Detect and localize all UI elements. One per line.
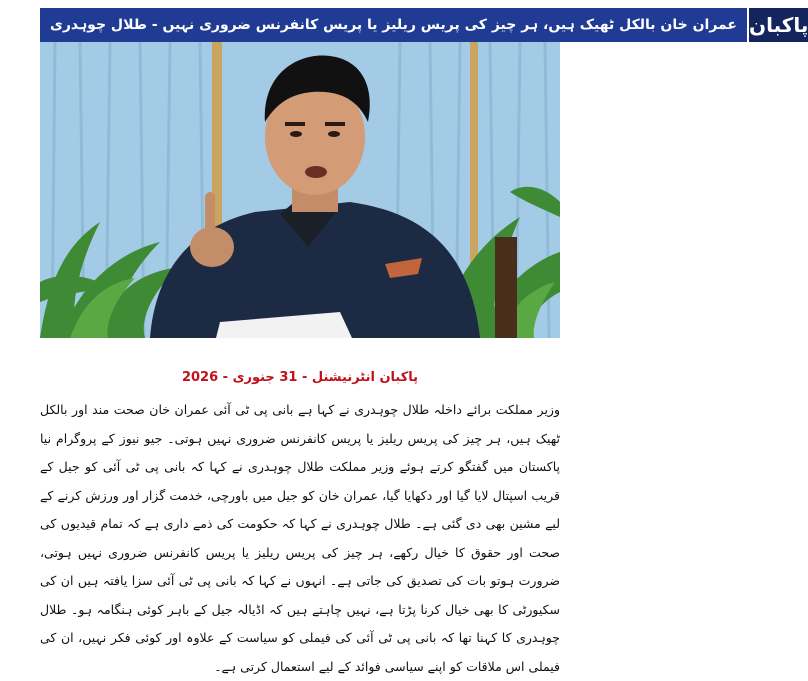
article-photo (40, 42, 560, 338)
article-dateline: پاکبان انٹرنیشنل - 31 جنوری - 2026 (181, 370, 419, 385)
press-conference-photo (40, 42, 560, 338)
brand-logo: پاکبان (747, 8, 808, 42)
article-header (40, 8, 808, 42)
article-body: وزیر مملکت برائے داخلہ طلال چوہدری نے کہا ہے بانی پی ٹی آئی عمران خان صحت مند اور بالکل ٹھیک ہیں، ہر چیز کی پریس ریلیز یا پریس کانفرنس ضروری نہیں ہوتی۔ جیو نیوز کے پروگرام نیا پاکستان میں گفتگو کرتے ہوئے وزیر مملکت طلال چوہدری نے کہا کہ بانی پی ٹی آئی کو جیل کے قریب اسپتال لایا گیا اور دکھایا گیا، عمران خان کو جیل میں باورچی، خدمت گزار اور ورزش کرنے کے لیے مشین بھی دی گئی ہے۔ طلال چوہدری نے کہا کہ حکومت کی ذمے داری ہے کہ تمام قیدیوں کی صحت اور حقوق کا خیال رکھے، ہر چیز کی پریس ریلیز یا پریس کانفرنس ضروری نہیں ہوتی، ضرورت ہوتو بات کی تصدیق کی جاتی ہے۔ انہوں نے کہا کہ بانی پی ٹی آئی سزا یافتہ ہیں ان کی سکیورٹی کا بھی خیال کرنا پڑتا ہے، نہیں چاہتے ہیں کہ اڈیالہ جیل کے باہر کوئی ہنگامہ ہو۔ طلال چوہدری کا کہنا تھا کہ بانی پی ٹی آئی کی فیملی کو سیاست کے علاوہ اور کوئی فکر نہیں، ان کی فیملی اس ملاقات کو اپنے سیاسی فوائد کے لیے استعمال کرتی ہے۔ (40, 402, 560, 674)
headline-bar: عمران خان بالکل ٹھیک ہیں، ہر چیز کی پریس ریلیز یا پریس کانفرنس ضروری نہیں - طلال چوہدری (40, 8, 747, 42)
